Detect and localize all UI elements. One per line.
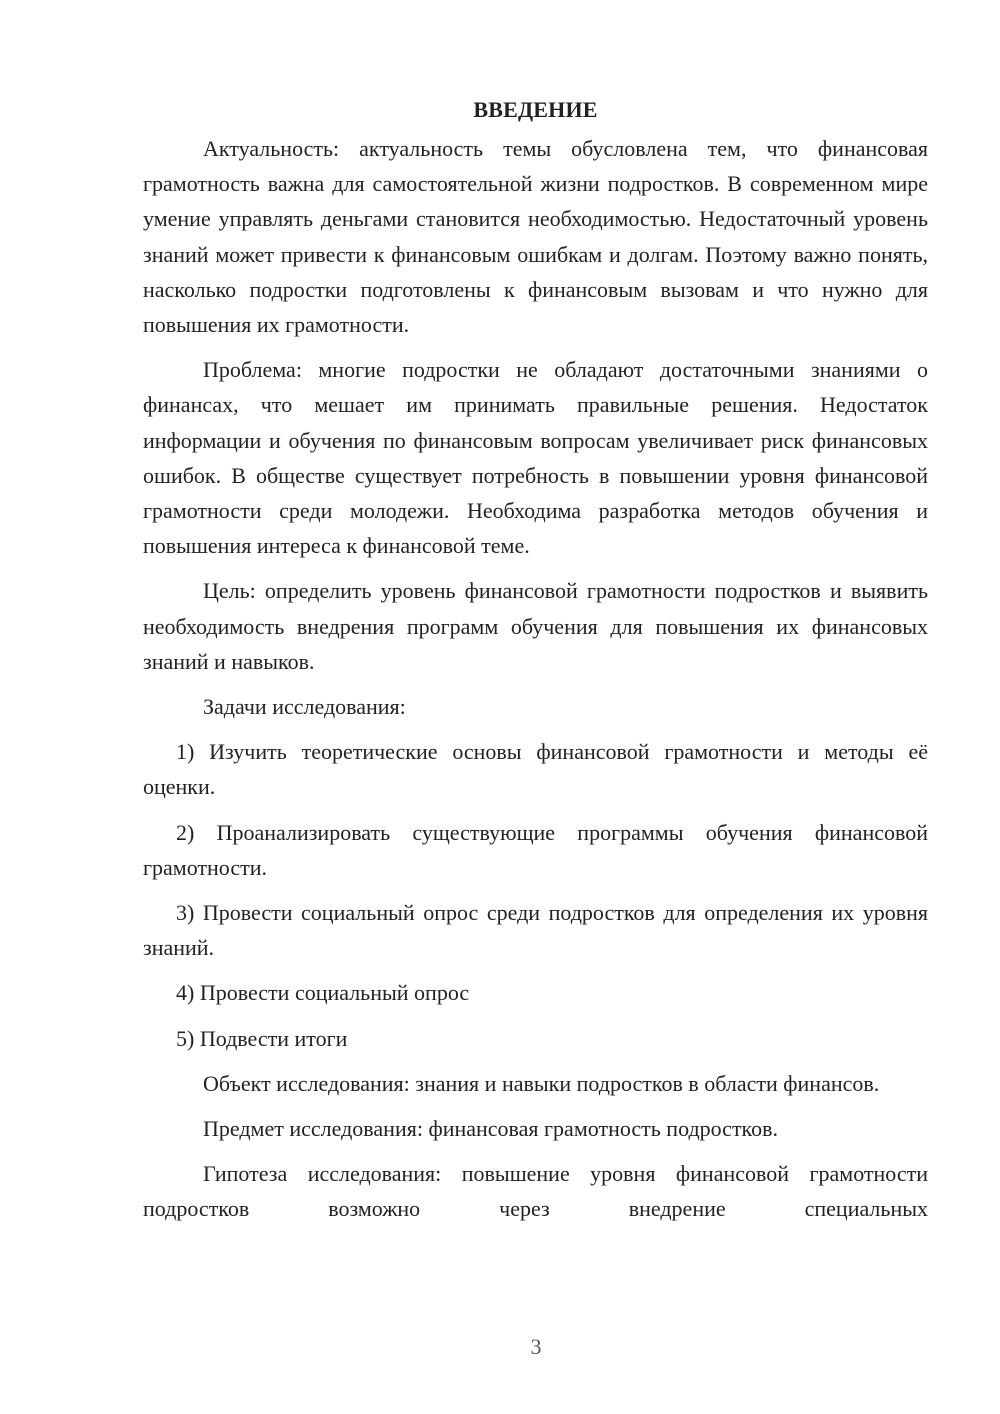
task-item: 5) Подвести итоги xyxy=(176,1025,348,1051)
task-item: 2) Проанализировать существующие программы обучения финансовой грамотности. xyxy=(143,819,928,880)
relevance-paragraph: Актуальность: актуальность темы обусловлена тем, что финансовая грамотность важна для самостоятельной жизни подростков. В современном мире умение управлять деньгами становится необходимостью. Недостаточный уровень знаний может привести к финансовым ошибкам и долгам. Поэтому важно понять, насколько подростки подготовлены к финансовым вызовам и что нужно для повышения их грамотности. xyxy=(143,136,928,338)
object-paragraph: Объект исследования: знания и навыки подростков в области финансов. xyxy=(203,1070,880,1096)
subject-paragraph: Предмет исследования: финансовая грамотность подростков. xyxy=(203,1116,779,1142)
task-item: 4) Провести социальный опрос xyxy=(176,980,470,1006)
task-item: 1) Изучить теоретические основы финансовой грамотности и методы её оценки. xyxy=(143,739,928,800)
goal-paragraph: Цель: определить уровень финансовой грамотности подростков и выявить необходимость внедрения программ обучения для повышения их финансовых знаний и навыков. xyxy=(143,578,928,674)
problem-paragraph: Проблема: многие подростки не обладают достаточными знаниями о финансах, что мешает им принимать правильные решения. Недостаток информации и обучения по финансовым вопросам увеличивает риск финансовых ошибок. В обществе существует потребность в повышении уровня финансовой грамотности среди молодежи. Необходима разработка методов обучения и повышения интереса к финансовой теме. xyxy=(143,357,928,559)
tasks-heading: Задачи исследования: xyxy=(203,694,406,720)
page-number: 3 xyxy=(530,1334,542,1359)
page-title: ВВЕДЕНИЕ xyxy=(473,97,598,122)
page-content xyxy=(143,92,928,1237)
task-item: 3) Провести социальный опрос среди подростков для определения их уровня знаний. xyxy=(143,900,928,961)
hypothesis-paragraph: Гипотеза исследования: повышение уровня финансовой грамотности подростков возможно через внедрение специальных xyxy=(143,1161,928,1222)
